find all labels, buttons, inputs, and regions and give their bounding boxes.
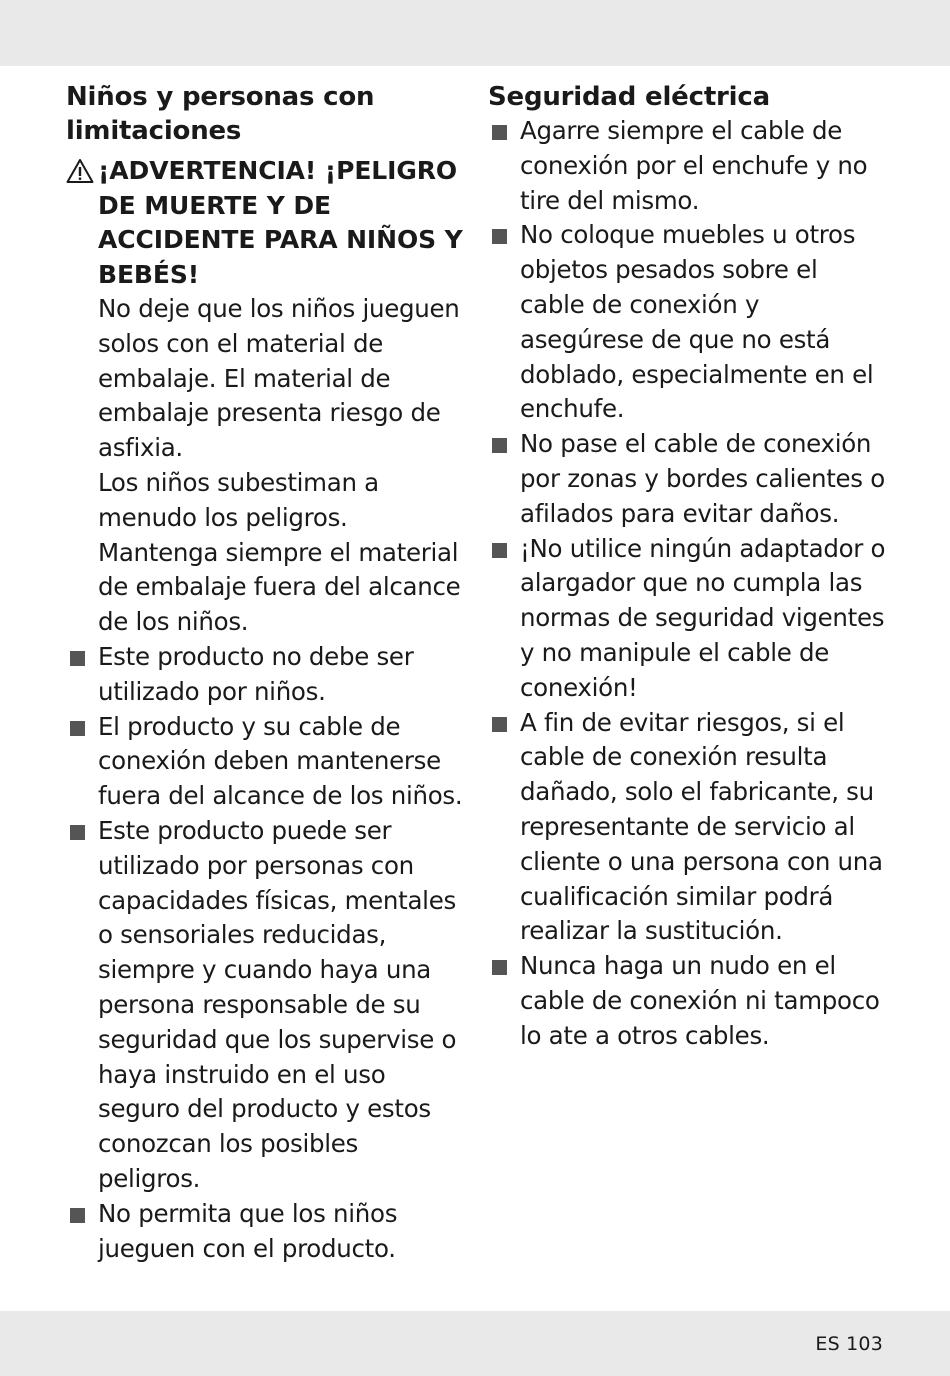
warning-block [66,154,466,292]
header-band [0,0,950,66]
list-item [488,114,888,218]
square-bullet-icon [492,960,507,975]
footer-band [0,1311,950,1376]
list-item-text: ¡No utilice ningún adaptador o alargador que no cumpla las normas de seguridad vigentes y no manipule el cable de conexión! [520,533,886,702]
square-bullet-icon [492,125,507,140]
square-bullet-icon [70,721,85,736]
list-item [488,949,888,1053]
warning-triangle-icon [66,158,94,184]
square-bullet-icon [492,438,507,453]
left-bullet-list [66,640,466,1266]
section-heading-children: Niños y personas con limitaciones [66,82,375,146]
square-bullet-icon [492,717,507,732]
section-heading-electrical: Seguridad eléctrica [488,82,770,112]
list-item [66,814,466,1197]
list-item-text: No pase el cable de conexión por zonas y bordes calientes o afilados para evitar daños. [520,429,885,528]
list-item-text: Agarre siempre el cable de conexión por el enchufe y no tire del mismo. [520,116,868,215]
square-bullet-icon [70,651,85,666]
warning-title: ¡ADVERTENCIA! ¡PELIGRO DE MUERTE Y DE ACCIDENTE PARA NIÑOS Y BEBÉS! [98,156,463,289]
list-item [488,706,888,950]
list-item-text: Este producto puede ser utilizado por personas con capacidades físicas, mentales o sensoriales reducidas, siempre y cuando haya una persona responsable de su seguridad que los supervise o haya instruido en el uso seguro del producto y estos conozcan los posibles peligros. [98,815,457,1193]
list-item-text: No coloque muebles u otros objetos pesados sobre el cable de conexión y asegúrese de que no está doblado, especialmente en el enchufe. [520,220,874,424]
square-bullet-icon [492,543,507,558]
list-item [66,640,466,710]
list-item [488,532,888,706]
list-item [66,710,466,814]
list-item-text: El producto y su cable de conexión deben mantenerse fuera del alcance de los niños. [98,711,463,811]
right-column [488,80,888,1054]
page-number: ES 103 [815,1333,883,1355]
list-item-text: Nunca haga un nudo en el cable de conexión ni tampoco lo ate a otros cables. [520,951,880,1050]
list-item-text: A fin de evitar riesgos, si el cable de conexión resulta dañado, solo el fabricante, su representante de servicio al cliente o una persona con una cualificación similar podrá realizar la sustitución. [520,707,883,946]
square-bullet-icon [492,229,507,244]
list-item [66,1197,466,1267]
list-item [488,427,888,531]
square-bullet-icon [70,1208,85,1223]
list-item [488,218,888,427]
left-column [66,80,466,1266]
paragraph-dangers: Los niños subestiman a menudo los peligros. Mantenga siempre el material de embalaje fuera del alcance de los niños. [98,467,461,637]
list-item-text: No permita que los niños jueguen con el producto. [98,1198,398,1263]
paragraph-packaging: No deje que los niños jueguen solos con el material de embalaje. El material de embalaje presenta riesgo de asfixia. [98,294,460,463]
square-bullet-icon [70,825,85,840]
list-item-text: Este producto no debe ser utilizado por niños. [98,641,414,706]
right-bullet-list [488,114,888,1054]
